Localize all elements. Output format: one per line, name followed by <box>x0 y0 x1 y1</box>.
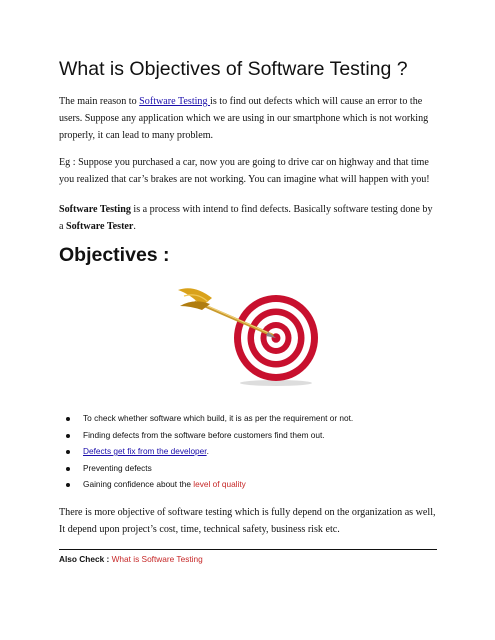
footer-divider <box>59 549 437 550</box>
list-item <box>60 443 353 460</box>
list-item <box>60 476 353 493</box>
software-testing-link[interactable]: Software Testing <box>139 96 211 107</box>
page-title: What is Objectives of Software Testing ? <box>59 58 408 80</box>
definition-bold-term: Software Testing <box>59 204 131 215</box>
example-paragraph: Eg : Suppose you purchased a car, now you are going to drive car on highway and that time you realized that car’s brakes are not working. You can imagine what will happen with you! <box>59 157 430 185</box>
closing-paragraph: There is more objective of software testing which is fully depend on the organization as well, It depend upon project’s cost, time, technical safety, business risk etc. <box>59 507 436 535</box>
list-item <box>60 410 353 427</box>
definition-paragraph <box>59 201 439 235</box>
list-item-text: Preventing defects <box>83 462 152 473</box>
intro-text-after: is to find out defects which will cause an error to the users. Suppose any application which we are using in our smartphone which is not working properly, it can lead to many problem. <box>59 96 429 141</box>
list-item <box>60 427 353 444</box>
intro-text-before: The main reason to <box>59 96 140 107</box>
level-of-quality-link[interactable]: level of quality <box>193 479 246 489</box>
list-item-text: Gaining confidence about the <box>83 479 194 489</box>
list-item-text: To check whether software which build, it is as per the requirement or not. <box>83 413 354 423</box>
list-item <box>60 460 353 477</box>
bullet-dot-icon <box>66 483 70 487</box>
intro-paragraph <box>59 93 439 144</box>
also-check-separator: : <box>104 554 112 564</box>
bullet-dot-icon <box>66 450 70 454</box>
also-check-label: Also Check <box>59 554 105 564</box>
bullet-dot-icon <box>66 467 70 471</box>
dart-target-icon <box>172 284 326 388</box>
bullet-dot-icon <box>66 417 70 421</box>
definition-bold-tester: Software Tester <box>66 221 134 232</box>
list-item-text: Finding defects from the software before customers find them out. <box>83 429 325 440</box>
objectives-list <box>60 410 353 493</box>
definition-end: . <box>133 221 136 232</box>
objectives-heading: Objectives : <box>59 244 170 266</box>
defects-fix-link[interactable]: Defects get fix from the developer <box>83 446 207 456</box>
list-item-text-end: . <box>206 446 209 456</box>
also-check-line <box>59 553 203 565</box>
definition-text: is a process with intend to find defects. Basically software testing done by a <box>59 204 433 232</box>
bullet-dot-icon <box>66 434 70 438</box>
what-is-software-testing-link[interactable]: What is Software Testing <box>111 554 203 564</box>
